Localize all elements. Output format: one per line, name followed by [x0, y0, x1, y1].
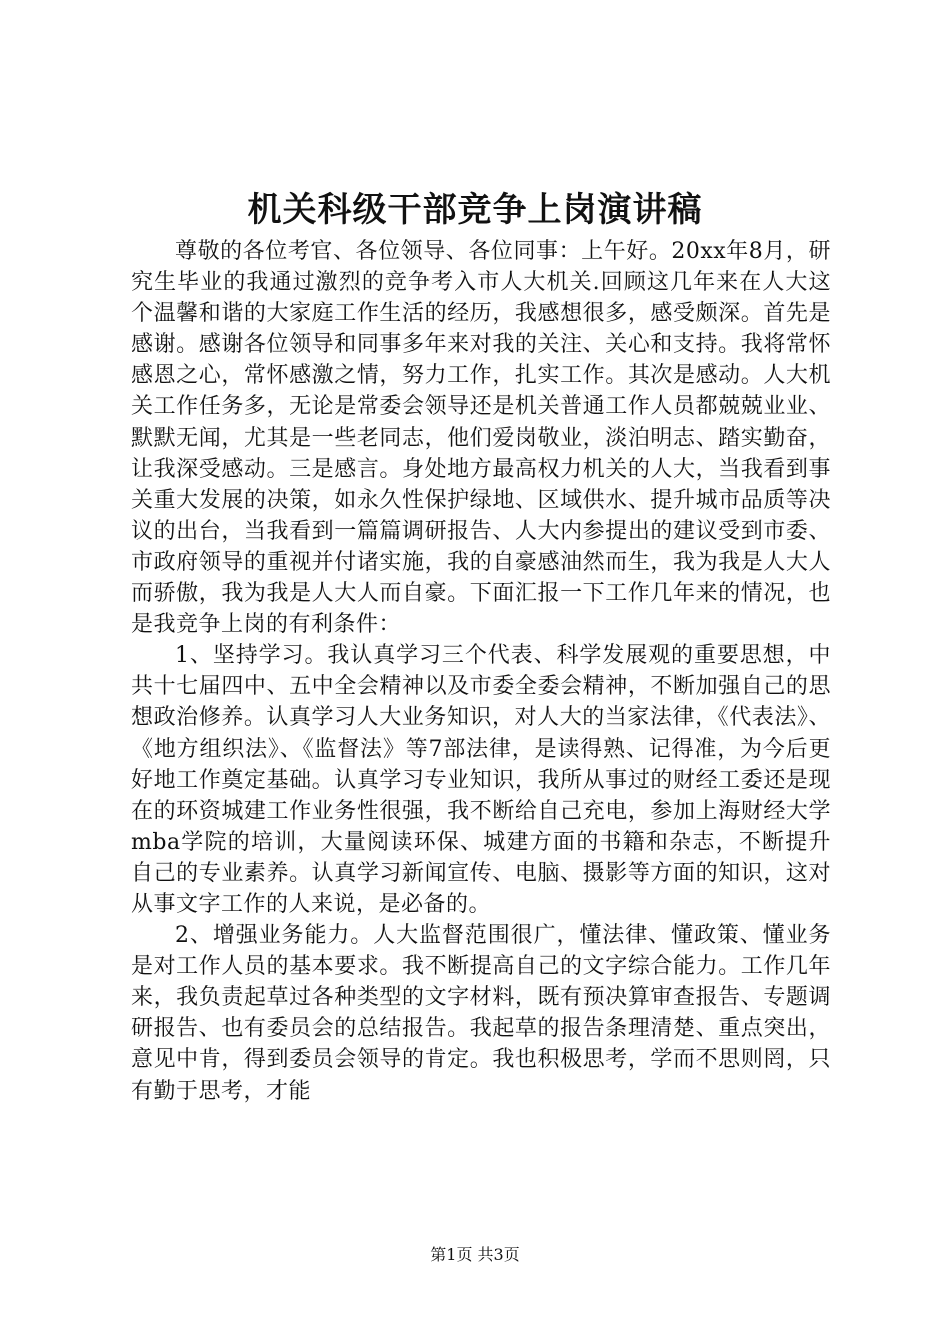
paragraph-study: 1、坚持学习。我认真学习三个代表、科学发展观的重要思想，中共十七届四中、五中全会精神以及市委全委会精神，不断加强自己的思想政治修养。认真学习人大业务知识，对人大的当家法律，《代表法》、《地方组织法》、《监督法》等7部法律，是读得熟、记得准，为今后更好地工作奠定基础。认真学习专业知识，我所从事过的财经工委还是现在的环资城建工作业务性很强，我不断给自己充电，参加上海财经大学mba学院的培训，大量阅读环保、城建方面的书籍和杂志，不断提升自己的专业素养。认真学习新闻宣传、电脑、摄影等方面的知识，这对从事文字工作的人来说，是必备的。: [131, 643, 831, 917]
paragraph-intro: 尊敬的各位考官、各位领导、各位同事：上午好。20xx年8月，研究生毕业的我通过激烈的竞争考入市人大机关.回顾这几年来在人大这个温馨和谐的大家庭工作生活的经历，我感想很多，感受颇深。首先是感谢。感谢各位领导和同事多年来对我的关注、关心和支持。我将常怀感恩之心，常怀感激之情，努力工作，扎实工作。其次是感动。人大机关工作任务多，无论是常委会领导还是机关普通工作人员都兢兢业业、默默无闻，尤其是一些老同志，他们爱岗敬业，淡泊明志、踏实勤奋，让我深受感动。三是感言。身处地方最高权力机关的人大，当我看到事关重大发展的决策，如永久性保护绿地、区域供水、提升城市品质等决议的出台，当我看到一篇篇调研报告、人大内参提出的建议受到市委、市政府领导的重视并付诸实施，我的自豪感油然而生，我为我是人大人而骄傲，我为我是人大人而自豪。下面汇报一下工作几年来的情况，也是我竞争上岗的有利条件：: [131, 239, 831, 638]
paragraph-ability: 2、增强业务能力。人大监督范围很广，懂法律、懂政策、懂业务是对工作人员的基本要求。我不断提高自己的文字综合能力。工作几年来，我负责起草过各种类型的文字材料，既有预决算审查报告、专题调研报告、也有委员会的总结报告。我起草的报告条理清楚、重点突出，意见中肯，得到委员会领导的肯定。我也积极思考，学而不思则罔，只有勤于思考，才能: [131, 923, 831, 1104]
page-number-footer: 第1页 共3页: [430, 1245, 520, 1264]
document-title: 机关科级干部竞争上岗演讲稿: [247, 190, 703, 230]
document-body: [131, 236, 831, 1107]
